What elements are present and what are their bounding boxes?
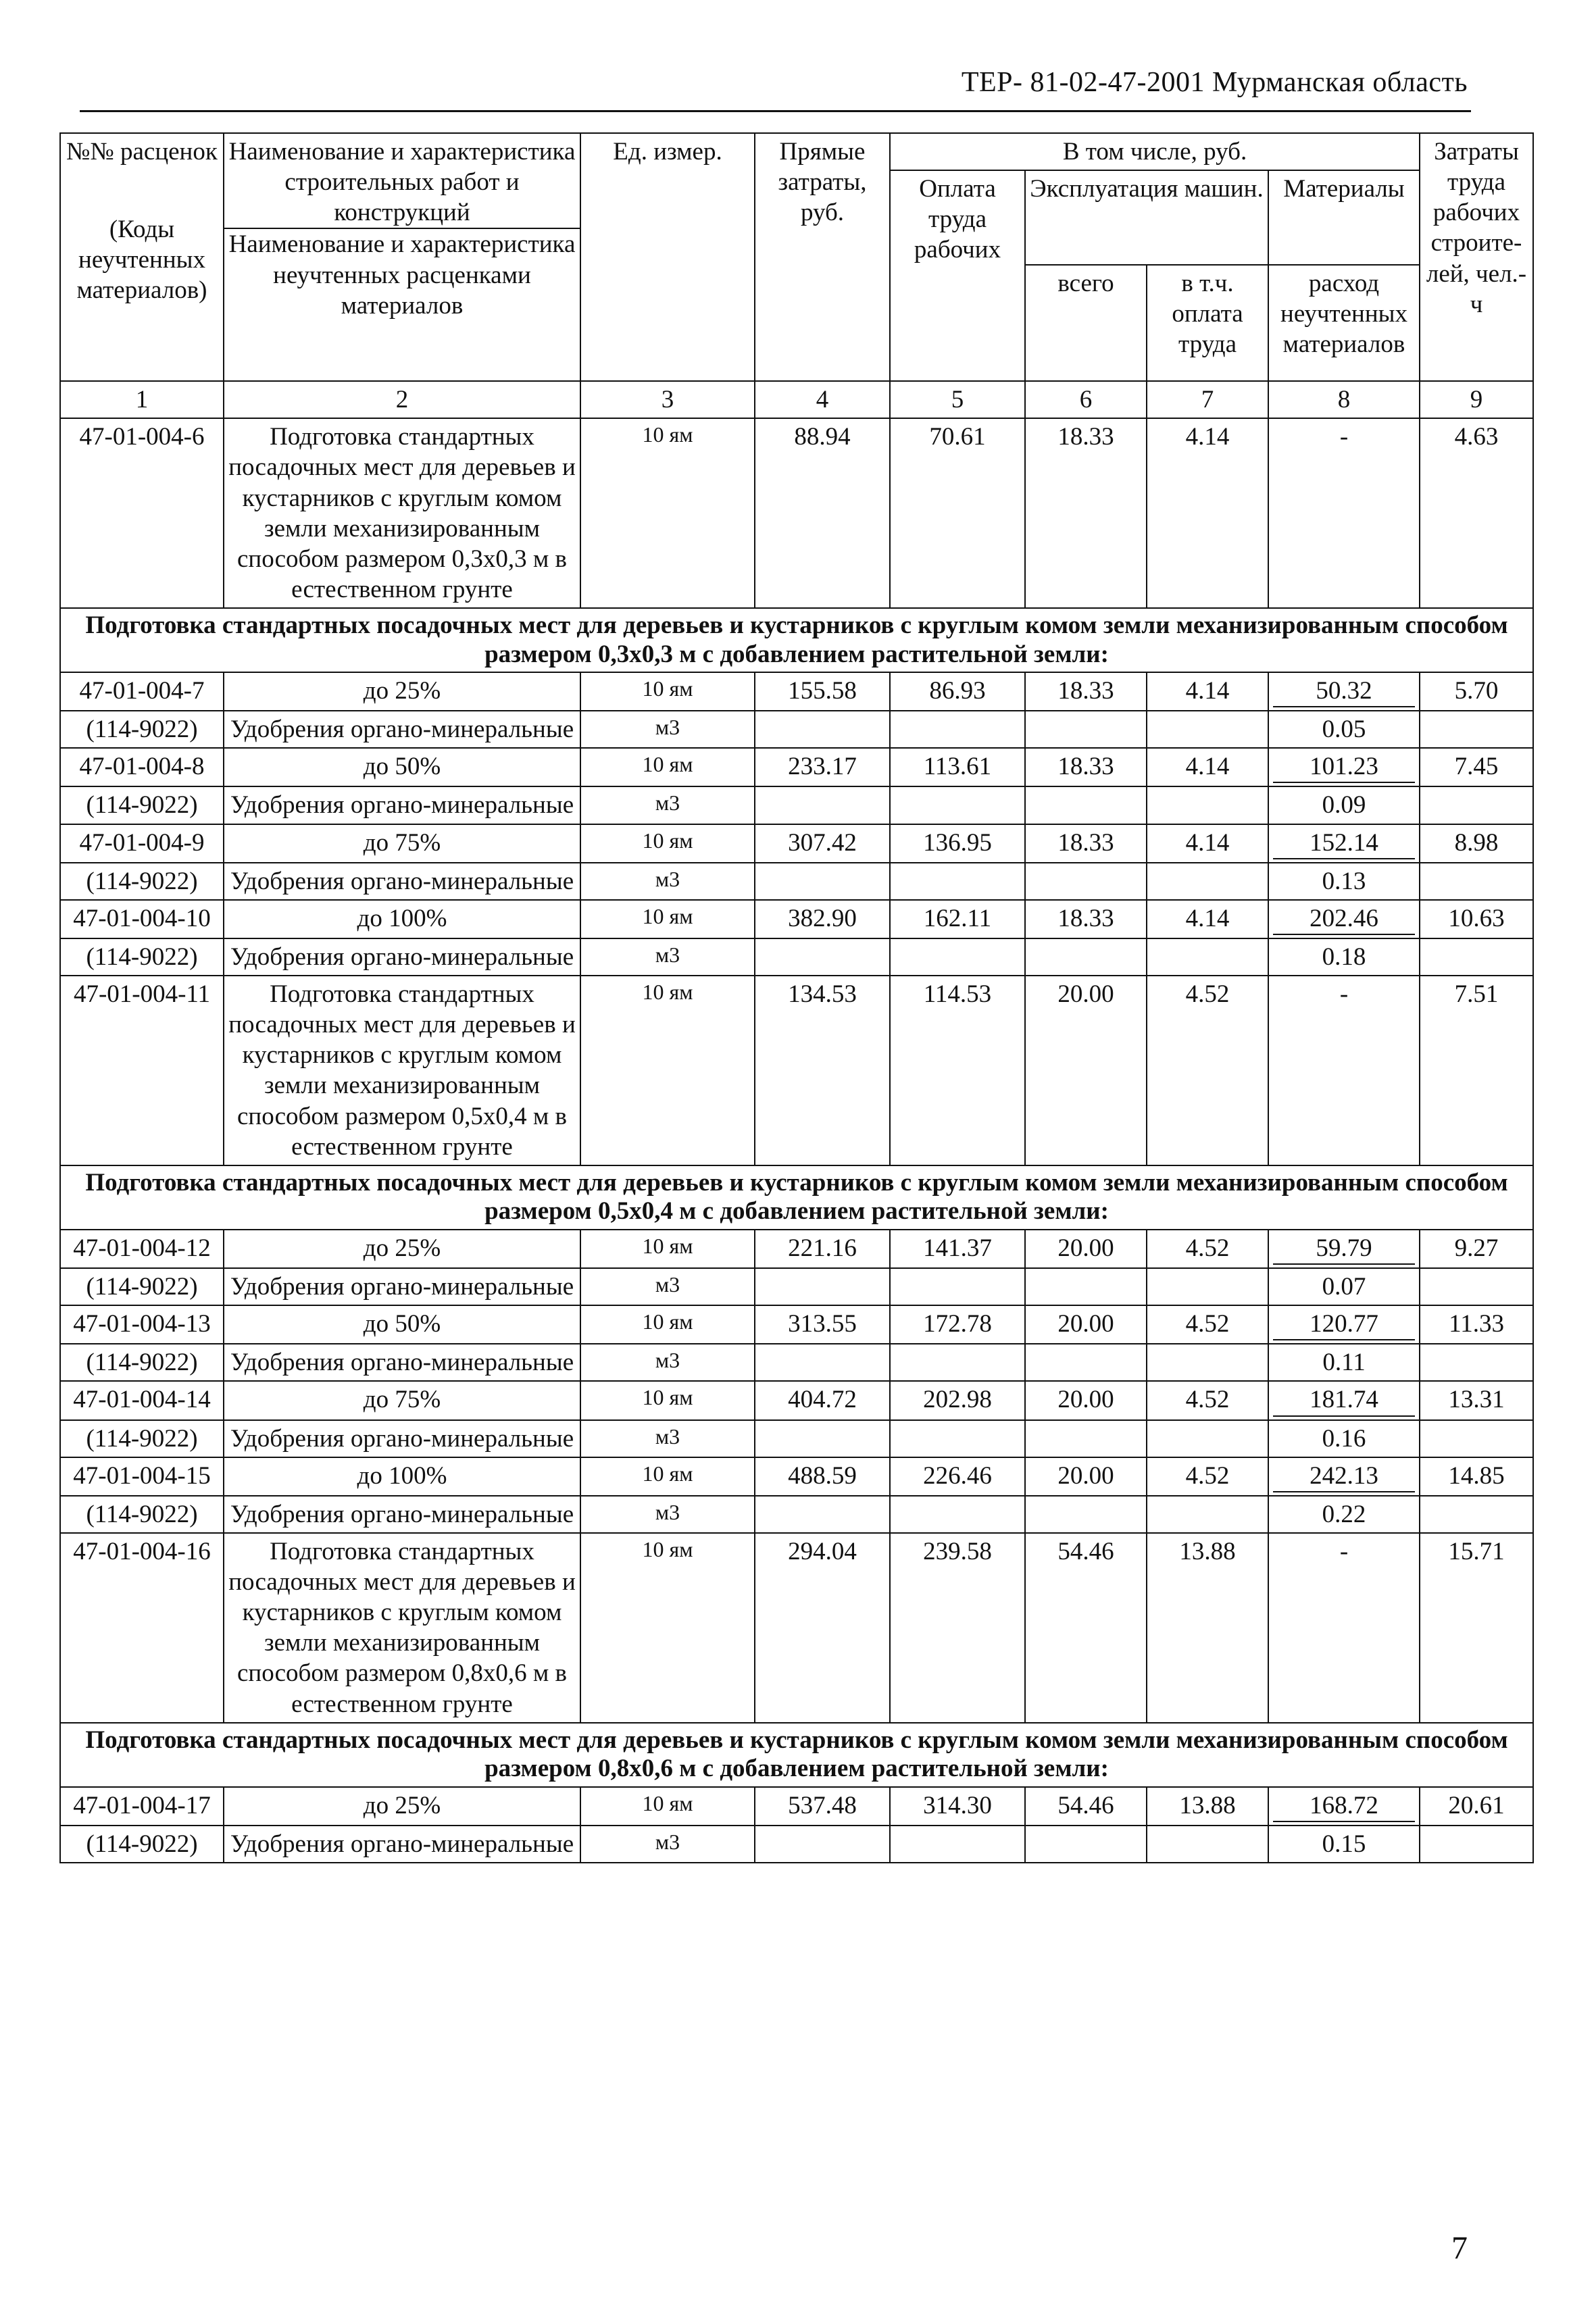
machines-total: 18.33	[1025, 672, 1147, 711]
unit: 10 ям	[580, 418, 755, 608]
material-quantity: 0.15	[1268, 1826, 1420, 1863]
header-direct: Прямые затраты, руб.	[755, 133, 890, 381]
machines-labor: 4.14	[1147, 418, 1268, 608]
material-subrow	[60, 863, 1533, 900]
material-unit: м3	[580, 1344, 755, 1381]
empty-cell	[1420, 1826, 1533, 1863]
work-description: Подготовка стандартных посадочных мест для деревьев и кустарников с круглым комом земли механизированным способом размером 0,3х0,3 м в естественном грунте	[224, 418, 580, 608]
empty-cell	[1025, 1344, 1147, 1381]
materials-value: 242.13	[1273, 1461, 1415, 1492]
empty-cell	[755, 1268, 890, 1305]
machines-total: 18.33	[1025, 824, 1147, 863]
materials-value: 59.79	[1273, 1233, 1415, 1265]
labor-pay: 136.95	[890, 824, 1025, 863]
header-code-top: №№ расценок	[66, 138, 218, 166]
machines-total: 54.46	[1025, 1533, 1147, 1723]
empty-cell	[755, 786, 890, 824]
labor-hours: 8.98	[1420, 824, 1533, 863]
machines-total: 18.33	[1025, 900, 1147, 938]
labor-pay: 202.98	[890, 1381, 1025, 1419]
labor-pay: 70.61	[890, 418, 1025, 608]
labor-pay: 226.46	[890, 1457, 1025, 1496]
empty-cell	[1420, 1268, 1533, 1305]
labor-hours: 5.70	[1420, 672, 1533, 711]
machines-total: 54.46	[1025, 1787, 1147, 1826]
labor-hours: 9.27	[1420, 1230, 1533, 1268]
header-materials-label: Материалы	[1269, 171, 1419, 266]
header-code-bottom: (Коды неучтенных материалов)	[76, 216, 207, 305]
unit: 10 ям	[580, 1457, 755, 1496]
material-name: Удобрения органо-минеральные	[224, 863, 580, 900]
machines-total: 18.33	[1025, 748, 1147, 786]
material-unit: м3	[580, 1496, 755, 1533]
rate-code: 47-01-004-16	[60, 1533, 224, 1723]
direct-costs: 221.16	[755, 1230, 890, 1268]
labor-hours: 7.45	[1420, 748, 1533, 786]
material-quantity: 0.11	[1268, 1344, 1420, 1381]
document-header-title: ТЕР- 81-02-47-2001 Мурманская область	[961, 67, 1468, 98]
work-description: до 100%	[224, 900, 580, 938]
work-description: до 25%	[224, 1230, 580, 1268]
materials-value: 120.77	[1273, 1309, 1415, 1340]
section-heading: Подготовка стандартных посадочных мест для деревьев и кустарников с круглым комом земли механизированным способом размером 0,8х0,6 м с добавлением растительной земли:	[60, 1723, 1533, 1787]
material-quantity: 0.07	[1268, 1268, 1420, 1305]
rate-code: 47-01-004-6	[60, 418, 224, 608]
rate-code: 47-01-004-9	[60, 824, 224, 863]
header-machines-total: всего	[1026, 266, 1147, 380]
empty-cell	[890, 1496, 1025, 1533]
empty-cell	[890, 711, 1025, 748]
machines-labor: 4.52	[1147, 1230, 1268, 1268]
materials	[1268, 824, 1420, 863]
materials: -	[1268, 1533, 1420, 1723]
col-number: 5	[890, 381, 1025, 418]
page-number: 7	[1451, 2230, 1468, 2266]
work-description: Подготовка стандартных посадочных мест для деревьев и кустарников с круглым комом земли механизированным способом размером 0,8х0,6 м в естественном грунте	[224, 1533, 580, 1723]
empty-cell	[1420, 711, 1533, 748]
column-numbers-row	[60, 381, 1533, 418]
empty-cell	[1147, 1344, 1268, 1381]
work-description: до 75%	[224, 824, 580, 863]
labor-pay: 113.61	[890, 748, 1025, 786]
header-machines-label: Эксплуатация машин.	[1026, 171, 1268, 266]
labor-pay: 314.30	[890, 1787, 1025, 1826]
direct-costs: 155.58	[755, 672, 890, 711]
material-subrow	[60, 1344, 1533, 1381]
material-subrow	[60, 786, 1533, 824]
materials	[1268, 900, 1420, 938]
material-code: (114-9022)	[60, 786, 224, 824]
material-subrow	[60, 1420, 1533, 1457]
materials-value: 152.14	[1273, 828, 1415, 859]
empty-cell	[1025, 938, 1147, 976]
rate-code: 47-01-004-15	[60, 1457, 224, 1496]
labor-pay: 239.58	[890, 1533, 1025, 1723]
materials	[1268, 1230, 1420, 1268]
empty-cell	[1147, 786, 1268, 824]
material-name: Удобрения органо-минеральные	[224, 1344, 580, 1381]
header-materials-consumption: расход неучтенных материалов	[1280, 270, 1407, 359]
header-group: В том числе, руб.	[890, 133, 1420, 170]
empty-cell	[755, 1344, 890, 1381]
unit: 10 ям	[580, 1305, 755, 1344]
empty-cell	[1147, 863, 1268, 900]
header-labor-label: Оплата труда рабочих	[914, 175, 1001, 264]
materials-value: 168.72	[1273, 1790, 1415, 1822]
empty-cell	[755, 938, 890, 976]
labor-hours: 15.71	[1420, 1533, 1533, 1723]
table-row	[60, 824, 1533, 863]
material-quantity: 0.18	[1268, 938, 1420, 976]
header-labor	[890, 170, 1025, 381]
table-row	[60, 1787, 1533, 1826]
material-unit: м3	[580, 786, 755, 824]
empty-cell	[890, 1344, 1025, 1381]
header-code	[60, 133, 224, 381]
material-quantity: 0.09	[1268, 786, 1420, 824]
col-number: 8	[1268, 381, 1420, 418]
work-description: до 25%	[224, 1787, 580, 1826]
material-unit: м3	[580, 863, 755, 900]
direct-costs: 134.53	[755, 976, 890, 1165]
labor-hours: 11.33	[1420, 1305, 1533, 1344]
machines-labor: 4.52	[1147, 976, 1268, 1165]
table-row	[60, 900, 1533, 938]
labor-hours: 7.51	[1420, 976, 1533, 1165]
table-row	[60, 1381, 1533, 1419]
material-code: (114-9022)	[60, 1826, 224, 1863]
table-row	[60, 1230, 1533, 1268]
material-subrow	[60, 938, 1533, 976]
material-name: Удобрения органо-минеральные	[224, 786, 580, 824]
material-code: (114-9022)	[60, 1420, 224, 1457]
empty-cell	[1420, 786, 1533, 824]
work-description: до 75%	[224, 1381, 580, 1419]
header-hours: Затраты труда рабочих строите-лей, чел.-ч	[1420, 133, 1533, 381]
materials: -	[1268, 976, 1420, 1165]
empty-cell	[1025, 786, 1147, 824]
table-row	[60, 1457, 1533, 1496]
work-description: до 100%	[224, 1457, 580, 1496]
col-number: 4	[755, 381, 890, 418]
machines-labor: 4.14	[1147, 900, 1268, 938]
table-row	[60, 418, 1533, 608]
empty-cell	[1147, 1496, 1268, 1533]
header-unit: Ед. измер.	[580, 133, 755, 381]
col-number: 6	[1025, 381, 1147, 418]
labor-hours: 14.85	[1420, 1457, 1533, 1496]
col-number: 7	[1147, 381, 1268, 418]
empty-cell	[890, 786, 1025, 824]
machines-labor: 13.88	[1147, 1533, 1268, 1723]
material-subrow	[60, 711, 1533, 748]
rate-code: 47-01-004-12	[60, 1230, 224, 1268]
materials	[1268, 1457, 1420, 1496]
empty-cell	[1420, 863, 1533, 900]
machines-labor: 4.14	[1147, 824, 1268, 863]
table-row	[60, 976, 1533, 1165]
col-number: 3	[580, 381, 755, 418]
material-name: Удобрения органо-минеральные	[224, 1826, 580, 1863]
unit: 10 ям	[580, 824, 755, 863]
empty-cell	[1420, 1344, 1533, 1381]
material-unit: м3	[580, 1268, 755, 1305]
machines-labor: 13.88	[1147, 1787, 1268, 1826]
rate-code: 47-01-004-17	[60, 1787, 224, 1826]
machines-labor: 4.52	[1147, 1381, 1268, 1419]
empty-cell	[755, 1420, 890, 1457]
empty-cell	[1025, 863, 1147, 900]
material-code: (114-9022)	[60, 863, 224, 900]
unit: 10 ям	[580, 672, 755, 711]
materials-value: 202.46	[1273, 903, 1415, 935]
machines-total: 20.00	[1025, 1305, 1147, 1344]
unit: 10 ям	[580, 1381, 755, 1419]
empty-cell	[1025, 1496, 1147, 1533]
direct-costs: 88.94	[755, 418, 890, 608]
direct-costs: 488.59	[755, 1457, 890, 1496]
unit: 10 ям	[580, 1230, 755, 1268]
material-unit: м3	[580, 938, 755, 976]
material-code: (114-9022)	[60, 1496, 224, 1533]
direct-costs: 537.48	[755, 1787, 890, 1826]
col-number: 1	[60, 381, 224, 418]
materials	[1268, 748, 1420, 786]
labor-pay: 172.78	[890, 1305, 1025, 1344]
empty-cell	[1420, 1420, 1533, 1457]
labor-hours: 13.31	[1420, 1381, 1533, 1419]
machines-total: 18.33	[1025, 418, 1147, 608]
empty-cell	[890, 1420, 1025, 1457]
header-name-top: Наименование и характеристика строительных работ и конструкций	[228, 138, 576, 227]
table-row	[60, 748, 1533, 786]
header-materials	[1268, 170, 1420, 381]
section-heading: Подготовка стандартных посадочных мест для деревьев и кустарников с круглым комом земли механизированным способом размером 0,5х0,4 м с добавлением растительной земли:	[60, 1165, 1533, 1230]
material-unit: м3	[580, 1826, 755, 1863]
materials	[1268, 1381, 1420, 1419]
materials-value: 101.23	[1273, 751, 1415, 783]
material-name: Удобрения органо-минеральные	[224, 1496, 580, 1533]
machines-labor: 4.14	[1147, 748, 1268, 786]
work-description: до 50%	[224, 748, 580, 786]
section-heading: Подготовка стандартных посадочных мест для деревьев и кустарников с круглым комом земли механизированным способом размером 0,3х0,3 м с добавлением растительной земли:	[60, 608, 1533, 672]
empty-cell	[1025, 1826, 1147, 1863]
empty-cell	[890, 1268, 1025, 1305]
col-number: 2	[224, 381, 580, 418]
rates-table	[59, 132, 1534, 1863]
col-number: 9	[1420, 381, 1533, 418]
material-quantity: 0.05	[1268, 711, 1420, 748]
material-subrow	[60, 1496, 1533, 1533]
empty-cell	[1025, 1420, 1147, 1457]
labor-pay: 141.37	[890, 1230, 1025, 1268]
material-name: Удобрения органо-минеральные	[224, 938, 580, 976]
material-name: Удобрения органо-минеральные	[224, 1420, 580, 1457]
header-machines	[1025, 170, 1268, 381]
rate-code: 47-01-004-11	[60, 976, 224, 1165]
unit: 10 ям	[580, 1787, 755, 1826]
labor-hours: 4.63	[1420, 418, 1533, 608]
material-subrow	[60, 1826, 1533, 1863]
empty-cell	[1147, 1420, 1268, 1457]
section-row	[60, 608, 1533, 672]
material-quantity: 0.22	[1268, 1496, 1420, 1533]
empty-cell	[1147, 1826, 1268, 1863]
empty-cell	[890, 1826, 1025, 1863]
materials-value: 181.74	[1273, 1384, 1415, 1416]
materials	[1268, 672, 1420, 711]
section-row	[60, 1723, 1533, 1787]
machines-total: 20.00	[1025, 976, 1147, 1165]
unit: 10 ям	[580, 748, 755, 786]
rate-code: 47-01-004-14	[60, 1381, 224, 1419]
empty-cell	[755, 711, 890, 748]
material-code: (114-9022)	[60, 1268, 224, 1305]
empty-cell	[755, 1496, 890, 1533]
empty-cell	[1147, 711, 1268, 748]
empty-cell	[1420, 938, 1533, 976]
materials-value: 50.32	[1273, 676, 1415, 707]
direct-costs: 307.42	[755, 824, 890, 863]
materials	[1268, 1787, 1420, 1826]
material-code: (114-9022)	[60, 711, 224, 748]
materials	[1268, 1305, 1420, 1344]
material-code: (114-9022)	[60, 938, 224, 976]
machines-total: 20.00	[1025, 1457, 1147, 1496]
rate-code: 47-01-004-7	[60, 672, 224, 711]
empty-cell	[1025, 711, 1147, 748]
work-description: до 50%	[224, 1305, 580, 1344]
material-unit: м3	[580, 711, 755, 748]
labor-hours: 10.63	[1420, 900, 1533, 938]
rates-body	[60, 418, 1533, 1863]
material-unit: м3	[580, 1420, 755, 1457]
direct-costs: 382.90	[755, 900, 890, 938]
empty-cell	[755, 863, 890, 900]
header-name	[224, 133, 580, 381]
materials: -	[1268, 418, 1420, 608]
empty-cell	[890, 938, 1025, 976]
empty-cell	[1420, 1496, 1533, 1533]
machines-labor: 4.52	[1147, 1457, 1268, 1496]
direct-costs: 233.17	[755, 748, 890, 786]
machines-labor: 4.52	[1147, 1305, 1268, 1344]
unit: 10 ям	[580, 976, 755, 1165]
table-row	[60, 1533, 1533, 1723]
material-name: Удобрения органо-минеральные	[224, 1268, 580, 1305]
rate-code: 47-01-004-8	[60, 748, 224, 786]
direct-costs: 294.04	[755, 1533, 890, 1723]
machines-labor: 4.14	[1147, 672, 1268, 711]
labor-pay: 114.53	[890, 976, 1025, 1165]
header-machines-labor: в т.ч. оплата труда	[1172, 270, 1243, 359]
direct-costs: 313.55	[755, 1305, 890, 1344]
table-row	[60, 672, 1533, 711]
empty-cell	[1025, 1268, 1147, 1305]
work-description: до 25%	[224, 672, 580, 711]
material-code: (114-9022)	[60, 1344, 224, 1381]
material-quantity: 0.13	[1268, 863, 1420, 900]
rate-code: 47-01-004-13	[60, 1305, 224, 1344]
labor-hours: 20.61	[1420, 1787, 1533, 1826]
machines-total: 20.00	[1025, 1230, 1147, 1268]
empty-cell	[1147, 938, 1268, 976]
rate-code: 47-01-004-10	[60, 900, 224, 938]
labor-pay: 86.93	[890, 672, 1025, 711]
unit: 10 ям	[580, 900, 755, 938]
labor-pay: 162.11	[890, 900, 1025, 938]
material-quantity: 0.16	[1268, 1420, 1420, 1457]
machines-total: 20.00	[1025, 1381, 1147, 1419]
direct-costs: 404.72	[755, 1381, 890, 1419]
empty-cell	[890, 863, 1025, 900]
empty-cell	[1147, 1268, 1268, 1305]
header-name-bottom: Наименование и характеристика неучтенных расценками материалов	[224, 228, 580, 320]
header-divider	[80, 110, 1471, 112]
work-description: Подготовка стандартных посадочных мест для деревьев и кустарников с круглым комом земли механизированным способом размером 0,5х0,4 м в естественном грунте	[224, 976, 580, 1165]
table-row	[60, 1305, 1533, 1344]
unit: 10 ям	[580, 1533, 755, 1723]
empty-cell	[755, 1826, 890, 1863]
material-subrow	[60, 1268, 1533, 1305]
material-name: Удобрения органо-минеральные	[224, 711, 580, 748]
section-row	[60, 1165, 1533, 1230]
